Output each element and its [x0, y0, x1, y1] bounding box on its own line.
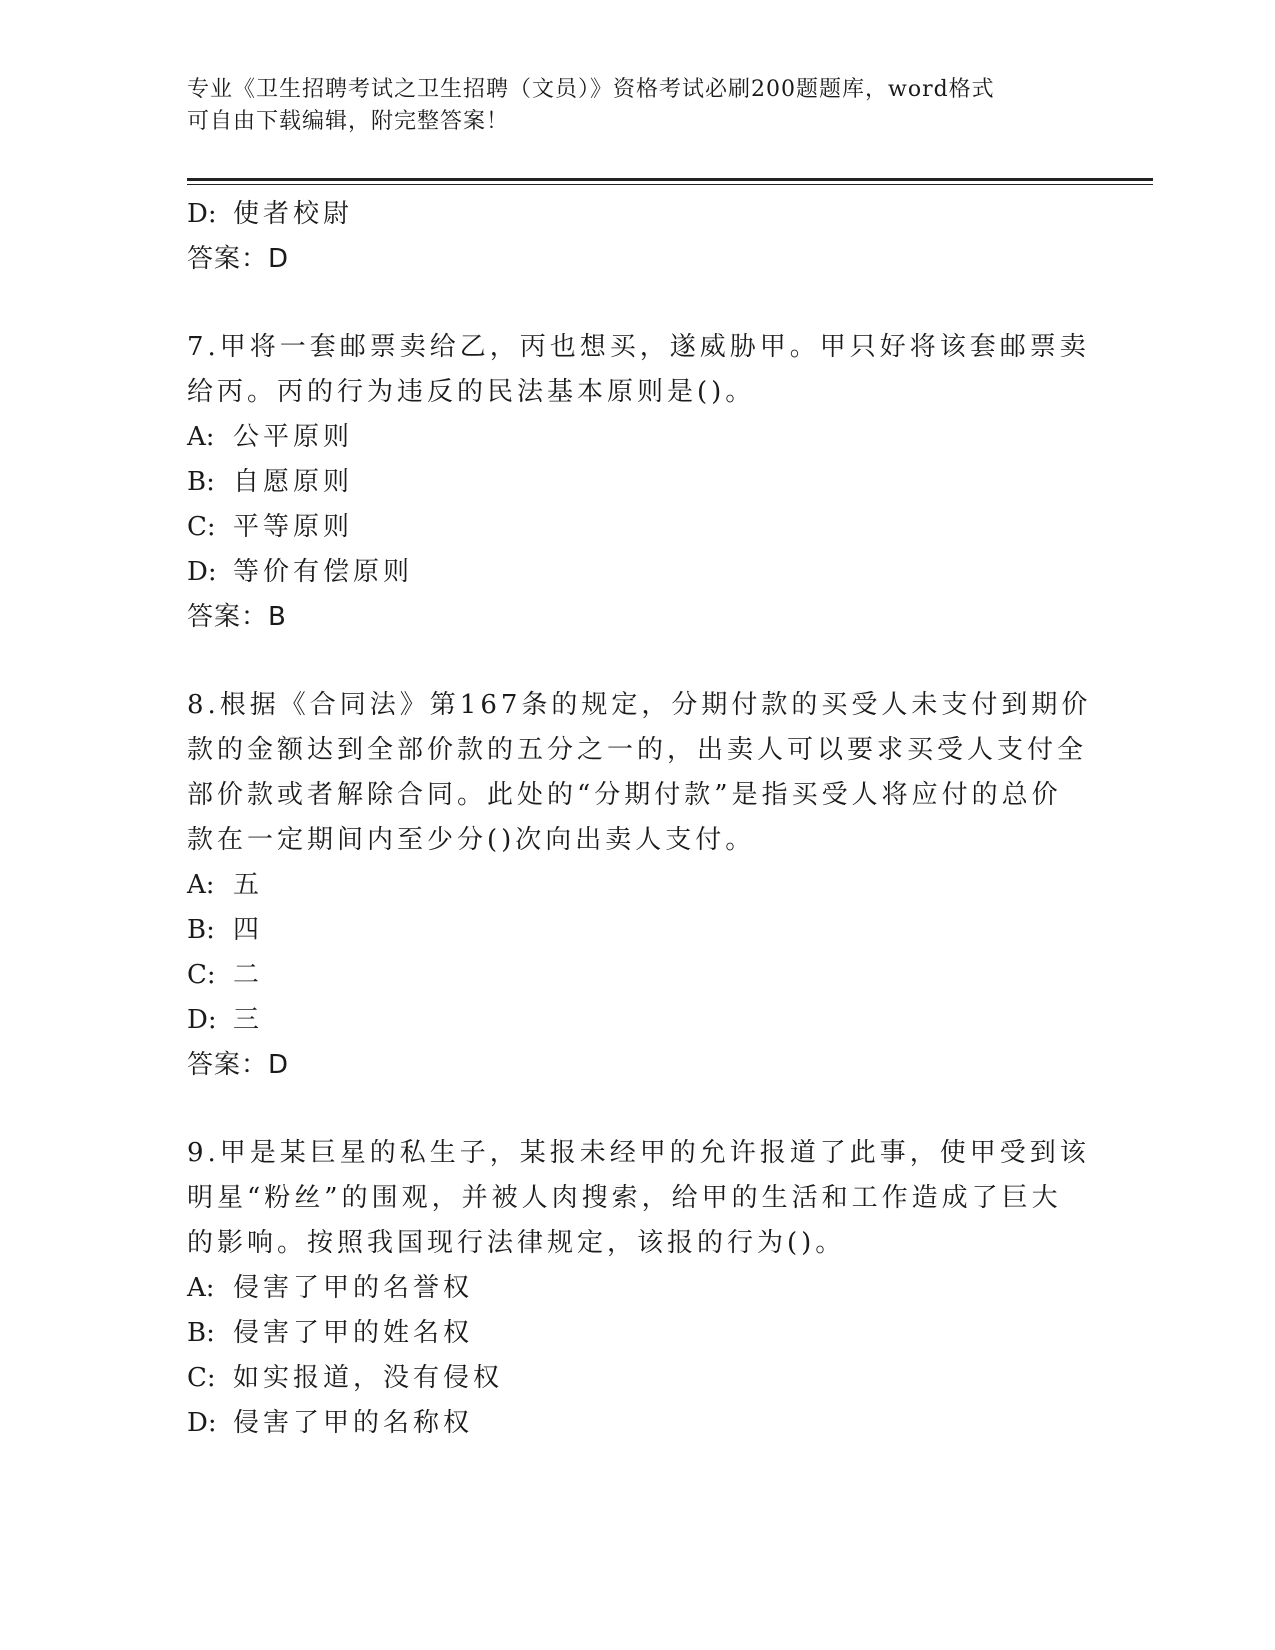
option-text: 二: [233, 960, 264, 990]
option-b: [187, 460, 1067, 505]
option-text: 等价有偿原则: [233, 557, 414, 587]
option-a: [187, 863, 1067, 908]
question-text-line: 9.甲是某巨星的私生子，某报未经甲的允许报道了此事，使甲受到该: [187, 1138, 1090, 1168]
option-letter: D:: [187, 199, 217, 229]
header-rule-thin: [187, 184, 1153, 185]
option-c: [187, 505, 1067, 550]
option-letter: D:: [187, 1005, 217, 1035]
question-text-line: 款的金额达到全部价款的五分之一的，出卖人可以要求买受人支付全: [187, 735, 1088, 765]
answer-line: 答案：B: [187, 602, 287, 632]
answer-line: 答案：D: [187, 244, 290, 274]
option-text: 自愿原则: [233, 467, 354, 497]
option-letter: B:: [187, 1318, 215, 1348]
option-text: 如实报道，没有侵权: [233, 1363, 504, 1393]
option-d: [187, 998, 1067, 1043]
option-a: [187, 415, 1067, 460]
option-letter: D:: [187, 557, 217, 587]
option-letter: C:: [187, 512, 216, 542]
option-text: 侵害了甲的名誉权: [233, 1273, 474, 1303]
option-letter: C:: [187, 1363, 216, 1393]
question-text-line: 8.根据《合同法》第167条的规定，分期付款的买受人未支付到期价: [187, 690, 1092, 720]
header-line-1: 专业《卫生招聘考试之卫生招聘（文员）》资格考试必刷200题题库，word格式: [187, 77, 995, 102]
option-text: 侵害了甲的名称权: [233, 1408, 474, 1438]
document-body: [187, 192, 1092, 1446]
option-text: 平等原则: [233, 512, 354, 542]
option-letter: A:: [187, 1273, 215, 1303]
option-d: [187, 192, 1067, 237]
option-letter: B:: [187, 915, 215, 945]
option-text: 公平原则: [233, 422, 354, 452]
option-b: [187, 908, 1067, 953]
question-text-line: 款在一定期间内至少分()次向出卖人支付。: [187, 825, 756, 855]
option-a: [187, 1266, 1067, 1311]
header-rule-thick: [187, 178, 1153, 181]
option-letter: D:: [187, 1408, 217, 1438]
question-text-line: 的影响。按照我国现行法律规定，该报的行为()。: [187, 1228, 846, 1258]
option-text: 五: [233, 870, 264, 900]
option-b: [187, 1311, 1067, 1356]
option-letter: C:: [187, 960, 216, 990]
option-text: 三: [233, 1005, 264, 1035]
question-text-line: 给丙。丙的行为违反的民法基本原则是()。: [187, 377, 756, 407]
option-c: [187, 1356, 1067, 1401]
option-text: 四: [233, 915, 264, 945]
question-9: [187, 1131, 1090, 1446]
answer-line: 答案：D: [187, 1050, 290, 1080]
question-8: [187, 683, 1092, 1088]
question-7: [187, 325, 1090, 640]
question-text-line: 明星“粉丝”的围观，并被人肉搜索，给甲的生活和工作造成了巨大: [187, 1183, 1062, 1213]
option-c: [187, 953, 1067, 998]
option-letter: B:: [187, 467, 215, 497]
option-d: [187, 550, 1067, 595]
document-header: [187, 74, 1067, 138]
question-text-line: 部价款或者解除合同。此处的“分期付款”是指买受人将应付的总价: [187, 780, 1062, 810]
option-letter: A:: [187, 870, 215, 900]
option-letter: A:: [187, 422, 215, 452]
header-line-2: 可自由下载编辑，附完整答案！: [187, 109, 510, 134]
option-d: [187, 1401, 1067, 1446]
option-text: 侵害了甲的姓名权: [233, 1318, 474, 1348]
option-text: 使者校尉: [233, 199, 354, 229]
question-text-line: 7.甲将一套邮票卖给乙，丙也想买，遂威胁甲。甲只好将该套邮票卖: [187, 332, 1090, 362]
